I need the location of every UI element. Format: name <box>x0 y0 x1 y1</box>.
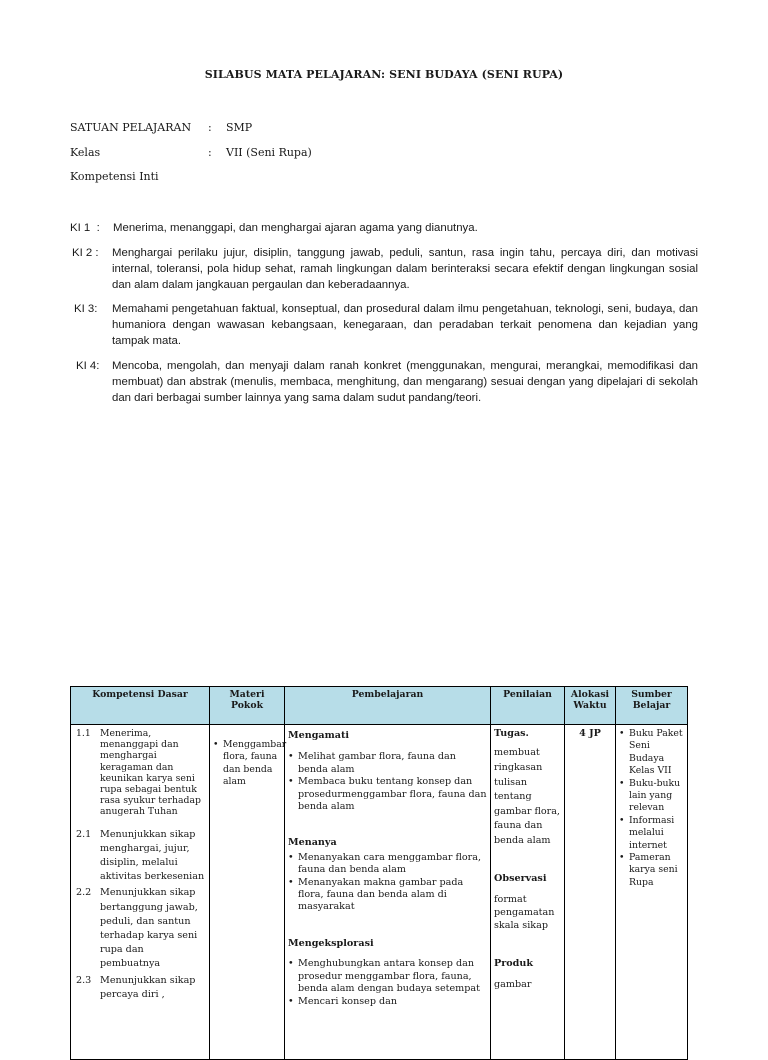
meta-colon: : <box>208 121 212 134</box>
header-pembelajaran: Pembelajaran <box>285 687 491 725</box>
pembelajaran-heading: Mengeksplorasi <box>288 937 374 949</box>
bullet-icon: • <box>619 777 625 789</box>
list-item <box>619 778 684 815</box>
pembelajaran-item: Menanyakan makna gambar pada flora, fauna dan benda alam di masyarakat <box>298 876 464 913</box>
kd-text: Menunjukkan sikap bertanggung jawab, peduli, dan santun terhadap karya seni rupa dan pembuatnya <box>100 887 198 970</box>
pembelajaran-item: Menanyakan cara menggambar flora, fauna dan benda alam <box>298 851 482 876</box>
cell-alokasi-waktu: 4 JP <box>565 725 616 1060</box>
cell-penilaian <box>491 725 565 1060</box>
penilaian-heading: Tugas. <box>494 728 529 739</box>
cell-sumber-belajar <box>616 725 688 1060</box>
header-sumber-belajar: Sumber Belajar <box>616 687 688 725</box>
syllabus-table <box>70 686 688 1060</box>
pembelajaran-item: Menghubungkan antara konsep dan prosedur menggambar flora, fauna, benda alam dengan budaya setempat <box>298 958 480 995</box>
list-item <box>619 728 684 778</box>
bullet-icon: • <box>288 776 294 788</box>
cell-pembelajaran <box>285 725 491 1060</box>
ki-code: KI 1 : <box>70 222 100 234</box>
materi-text: Menggambar flora, fauna dan benda alam <box>223 739 287 788</box>
meta-colon: : <box>208 146 212 159</box>
list-item <box>619 852 684 889</box>
meta-label: SATUAN PELAJARAN <box>70 121 192 134</box>
pembelajaran-heading: Menanya <box>288 837 337 849</box>
kd-item <box>74 886 206 971</box>
bullet-icon: • <box>619 814 625 826</box>
cell-materi-pokok <box>210 725 285 1060</box>
sumber-text: Informasi melalui internet <box>629 814 675 851</box>
kd-number: 2.2 <box>76 887 92 899</box>
ki-code: KI 2 : <box>72 247 99 259</box>
ki-text: Menghargai perilaku jujur, disiplin, tanggung jawab, peduli, santun, rasa ingin tahu, percaya diri, dan motivasi internal, toleransi, pola hidup sehat, ramah lingkungan dalam berinteraksi secara efektif dengan lingkungan sosial dan alam dalam jangkauan pergaulan dan keberadaannya. <box>112 247 698 292</box>
meta-kompetensi-inti <box>70 170 226 183</box>
list-item <box>288 877 487 914</box>
meta-kelas <box>70 146 312 159</box>
bullet-icon: • <box>288 958 294 970</box>
list-item <box>288 958 487 995</box>
header-penilaian: Penilaian <box>491 687 565 725</box>
bullet-icon: • <box>213 739 219 750</box>
list-item <box>288 776 487 813</box>
ki-text: Mencoba, mengolah, dan menyaji dalam ranah konkret (menggunakan, mengurai, merangkai, memodifikasi dan membuat) dan abstrak (menulis, membaca, menghitung, dan mengarang) sesuai dengan yang dipelajari di sekolah dan dari berbagai sumber lainnya yang sama dalam sudut pandang/teori. <box>112 360 698 405</box>
kd-number: 2.3 <box>76 974 92 986</box>
kd-text: Menerima, menanggapi dan menghargai keragaman dan keunikan karya seni rupa sebagai bentuk rasa syukur terhadap anugerah Tuhan <box>100 728 201 818</box>
table-header-row <box>71 687 688 725</box>
ki-text: Memahami pengetahuan faktual, konseptual, dan prosedural dalam ilmu pengetahuan, teknologi, seni, budaya, dan humaniora dengan wawasan kebangsaan, kenegaraan, dan peradaban terkait penomena dan kejadian yang tampak mata. <box>112 303 698 348</box>
bullet-icon: • <box>619 728 625 739</box>
header-materi-pokok: Materi Pokok <box>210 687 285 725</box>
bullet-icon: • <box>288 876 294 888</box>
document-title: SILABUS MATA PELAJARAN: SENI BUDAYA (SENI RUPA) <box>204 68 564 81</box>
bullet-icon: • <box>288 851 294 863</box>
list-item <box>288 852 487 877</box>
kd-number: 2.1 <box>76 828 92 840</box>
pembelajaran-heading: Mengamati <box>288 730 350 741</box>
sumber-text: Buku Paket Seni Budaya Kelas VII <box>629 728 683 777</box>
kd-text: Menunjukkan sikap percaya diri , <box>100 974 196 1000</box>
header-alokasi-waktu: Alokasi Waktu <box>565 687 616 725</box>
meta-label: Kompetensi Inti <box>70 170 159 183</box>
header-kompetensi-dasar: Kompetensi Dasar <box>71 687 210 725</box>
pembelajaran-item: Mencari konsep dan <box>298 995 398 1007</box>
table-row <box>71 725 688 1060</box>
bullet-icon: • <box>288 995 294 1007</box>
bullet-icon: • <box>288 751 294 763</box>
penilaian-text: format pengamatan skala sikap <box>494 893 555 931</box>
bullet-icon: • <box>619 852 625 864</box>
kd-text: Menunjukkan sikap menghargai, jujur, disiplin, melalui aktivitas berkesenian <box>100 828 205 883</box>
list-item <box>288 996 487 1008</box>
kd-number: 1.1 <box>76 728 91 739</box>
pembelajaran-item: Membaca buku tentang konsep dan prosedurmenggambar flora, fauna dan benda alam <box>298 776 487 813</box>
penilaian-text: membuat ringkasan tulisan tentang gambar flora, fauna dan benda alam <box>494 747 560 846</box>
cell-kompetensi-dasar <box>71 725 210 1060</box>
ki-code: KI 4: <box>76 360 100 372</box>
ki-text: Menerima, menanggapi, dan menghargai ajaran agama yang dianutnya. <box>113 222 478 234</box>
pembelajaran-item: Melihat gambar flora, fauna dan benda alam <box>298 751 456 775</box>
list-item <box>213 739 287 789</box>
sumber-text: Buku-buku lain yang relevan <box>629 777 681 814</box>
penilaian-heading: Observasi <box>494 872 547 884</box>
penilaian-text: gambar <box>494 979 532 991</box>
penilaian-heading: Produk <box>494 957 533 969</box>
meta-value: VII (Seni Rupa) <box>226 146 312 159</box>
list-item <box>619 815 684 852</box>
ki-code: KI 3: <box>74 303 98 315</box>
meta-satuan-pelajaran <box>70 121 252 134</box>
sumber-text: Pameran karya seni Rupa <box>629 852 678 888</box>
list-item <box>288 751 487 776</box>
kd-item <box>74 828 206 885</box>
kd-item <box>74 728 206 818</box>
meta-label: Kelas <box>70 146 101 159</box>
kd-item <box>74 974 206 1002</box>
meta-value: SMP <box>226 121 253 134</box>
